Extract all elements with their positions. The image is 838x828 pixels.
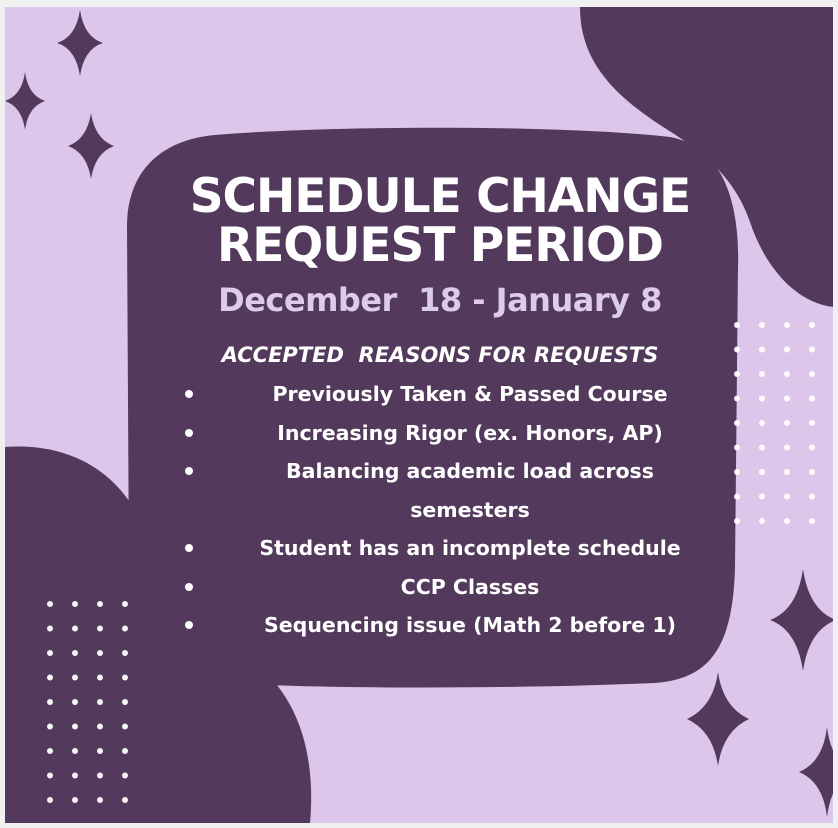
reason-text: Sequencing issue (Math 2 before 1) (264, 613, 676, 637)
dot (809, 371, 815, 377)
dot (809, 322, 815, 328)
dot (759, 469, 765, 475)
dot (122, 650, 128, 656)
dot (72, 675, 78, 681)
reason-item (175, 414, 735, 453)
dot (72, 797, 78, 803)
dot (809, 469, 815, 475)
dot (97, 675, 103, 681)
dot (759, 494, 765, 500)
dot (47, 626, 53, 632)
dot (759, 420, 765, 426)
dot (47, 797, 53, 803)
bullet-icon (185, 621, 193, 629)
dot (72, 601, 78, 607)
dot (72, 699, 78, 705)
dot (122, 626, 128, 632)
dot (122, 724, 128, 730)
dot (122, 748, 128, 754)
dot (47, 675, 53, 681)
dot (809, 494, 815, 500)
dot (122, 773, 128, 779)
reason-text: Previously Taken & Passed Course (272, 382, 668, 406)
reason-text: CCP Classes (400, 574, 540, 599)
dot (97, 699, 103, 705)
dot (122, 699, 128, 705)
poster (5, 7, 833, 823)
reason-item (175, 529, 735, 568)
dot (72, 724, 78, 730)
dot (784, 469, 790, 475)
dot (784, 371, 790, 377)
dot (809, 420, 815, 426)
dot (759, 322, 765, 328)
dot (97, 626, 103, 632)
dot (784, 494, 790, 500)
bullet-icon (185, 583, 193, 591)
dot (809, 445, 815, 451)
dot (97, 724, 103, 730)
dot (809, 396, 815, 402)
dot (809, 518, 815, 524)
dot (734, 322, 740, 328)
dot (122, 797, 128, 803)
dot (784, 445, 790, 451)
dot (122, 675, 128, 681)
dot (122, 601, 128, 607)
dot (809, 347, 815, 353)
reasons-list (175, 375, 735, 645)
reason-item (175, 452, 735, 529)
date-range: December 18 - January 8 (218, 281, 662, 319)
dot (47, 773, 53, 779)
dot (72, 773, 78, 779)
dot (784, 396, 790, 402)
dot (47, 748, 53, 754)
dot (47, 699, 53, 705)
reason-item (175, 568, 735, 607)
dot (97, 601, 103, 607)
dot (97, 773, 103, 779)
dot (759, 518, 765, 524)
dot (97, 748, 103, 754)
dot (97, 650, 103, 656)
bullet-icon (185, 390, 193, 398)
dot (72, 748, 78, 754)
dot (47, 724, 53, 730)
dot (759, 371, 765, 377)
dot (784, 347, 790, 353)
dot (72, 626, 78, 632)
reason-text: Student has an incomplete schedule (259, 536, 681, 560)
dot (759, 445, 765, 451)
dot (784, 322, 790, 328)
reason-item (175, 375, 735, 414)
dot (47, 650, 53, 656)
dot (47, 601, 53, 607)
bullet-icon (185, 429, 193, 437)
title-line-2: REQUEST PERIOD (217, 218, 663, 273)
dot (759, 396, 765, 402)
dot (759, 347, 765, 353)
dot (72, 650, 78, 656)
reason-item (175, 606, 735, 645)
dot (97, 797, 103, 803)
reasons-heading: ACCEPTED REASONS FOR REQUESTS (221, 343, 659, 367)
title-line-1: SCHEDULE CHANGE (189, 169, 691, 224)
reason-text: Balancing academic load across semesters (286, 459, 654, 522)
bullet-icon (185, 467, 193, 475)
reason-text: Increasing Rigor (ex. Honors, AP) (277, 420, 663, 445)
dot (784, 420, 790, 426)
dot (784, 518, 790, 524)
bullet-icon (185, 544, 193, 552)
